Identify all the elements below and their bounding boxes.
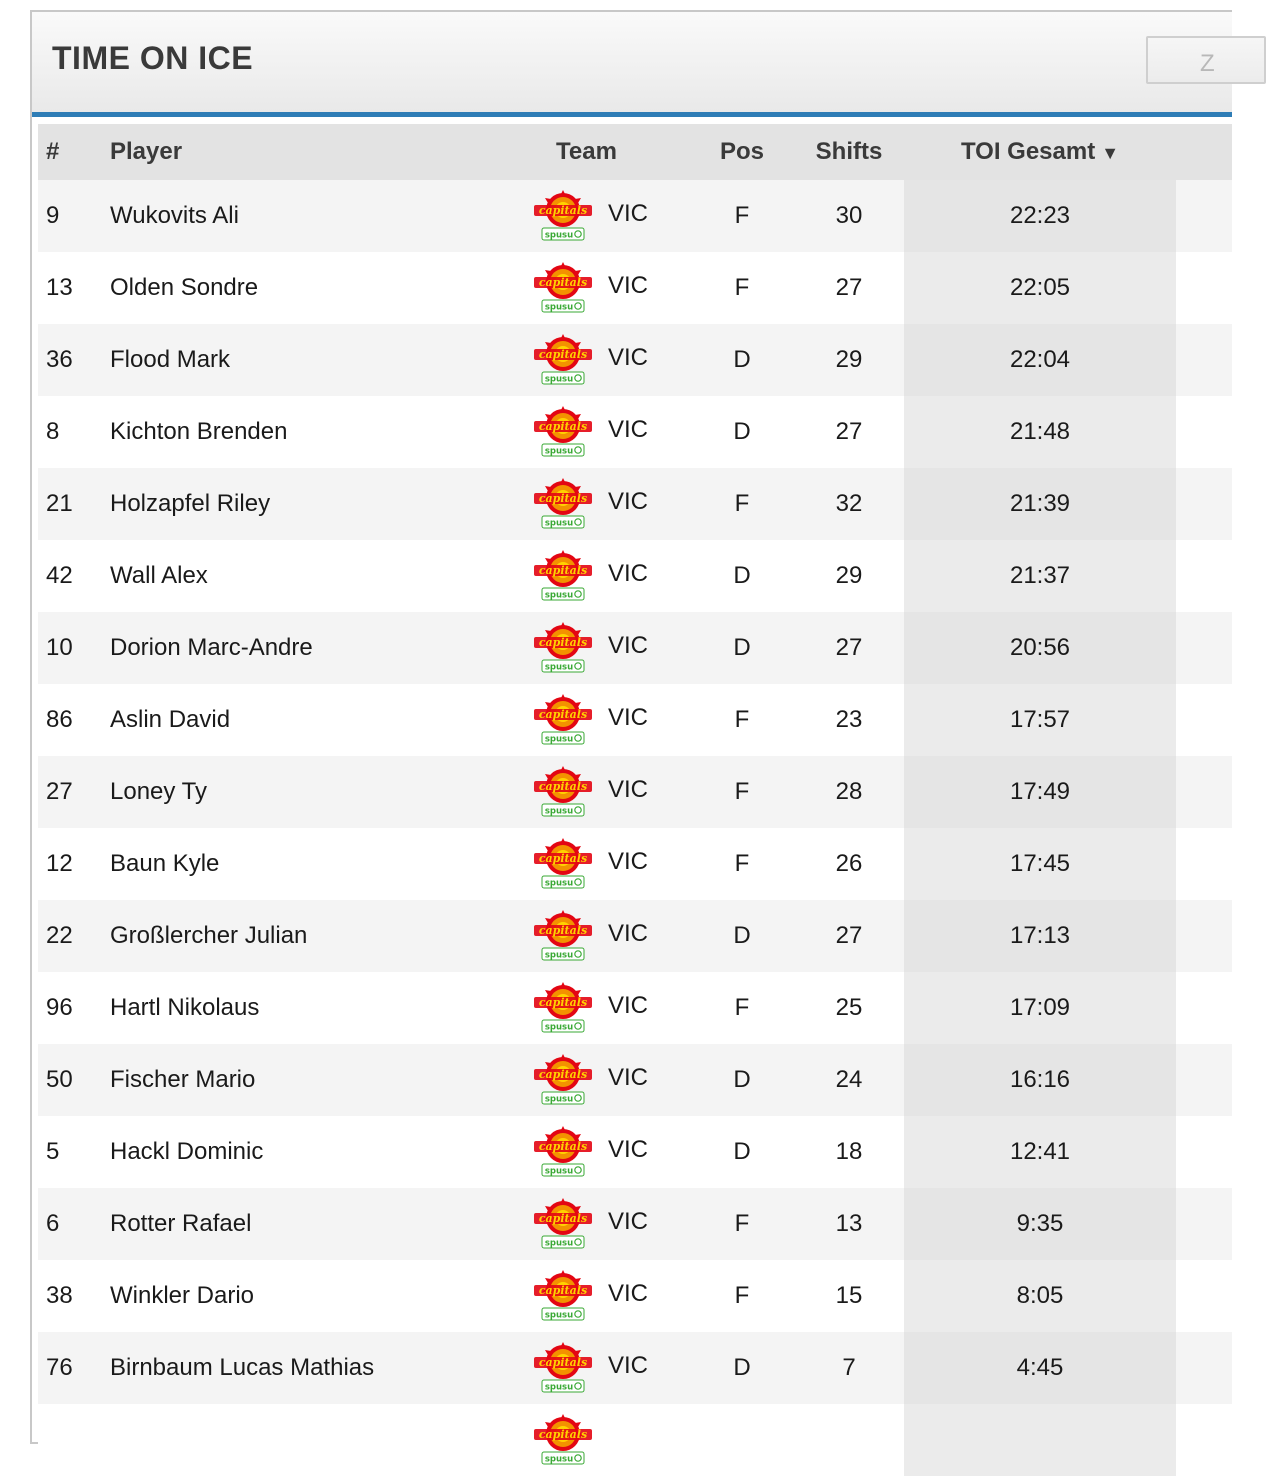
- player-position: F: [690, 468, 794, 540]
- filter-input[interactable]: Z: [1146, 36, 1266, 84]
- row-extra-cell: [1176, 1404, 1232, 1476]
- row-extra-cell: [1176, 684, 1232, 756]
- row-extra-cell: [1176, 972, 1232, 1044]
- team-cell: [514, 756, 690, 828]
- row-extra-cell: [1176, 396, 1232, 468]
- player-shifts: 25: [794, 972, 904, 1044]
- table-row[interactable]: [38, 756, 1232, 828]
- player-position: D: [690, 1044, 794, 1116]
- team-cell: [514, 252, 690, 324]
- player-number: 8: [38, 396, 102, 468]
- player-toi: 16:16: [904, 1044, 1176, 1116]
- logo-sponsor-text: spusu: [544, 950, 574, 961]
- player-number: 22: [38, 900, 102, 972]
- player-toi: 20:56: [904, 612, 1176, 684]
- player-position: F: [690, 180, 794, 252]
- player-number: [38, 1404, 102, 1476]
- player-position: [690, 1404, 794, 1476]
- player-toi: 12:41: [904, 1116, 1176, 1188]
- player-shifts: 27: [794, 900, 904, 972]
- logo-wordmark: capitals: [538, 636, 588, 649]
- player-position: D: [690, 1332, 794, 1404]
- panel-header: [32, 12, 1232, 117]
- logo-sponsor-text: spusu: [544, 374, 574, 385]
- player-number: 50: [38, 1044, 102, 1116]
- player-position: F: [690, 972, 794, 1044]
- team-code: VIC: [608, 992, 649, 1019]
- row-extra-cell: [1176, 180, 1232, 252]
- table-row[interactable]: [38, 972, 1232, 1044]
- team-cell: [514, 1332, 690, 1404]
- team-code: VIC: [608, 416, 649, 443]
- player-number: 42: [38, 540, 102, 612]
- table-row[interactable]: [38, 468, 1232, 540]
- player-number: 36: [38, 324, 102, 396]
- panel-title: TIME ON ICE: [52, 40, 254, 76]
- player-position: D: [690, 612, 794, 684]
- player-name[interactable]: Wukovits Ali: [102, 180, 514, 252]
- player-name[interactable]: Fischer Mario: [102, 1044, 514, 1116]
- player-number: 10: [38, 612, 102, 684]
- player-name[interactable]: Birnbaum Lucas Mathias: [102, 1332, 514, 1404]
- team-code: VIC: [608, 632, 649, 659]
- team-code: VIC: [608, 1352, 649, 1379]
- logo-sponsor-text: spusu: [544, 518, 574, 529]
- logo-sponsor-text: spusu: [544, 1094, 574, 1105]
- row-extra-cell: [1176, 828, 1232, 900]
- player-number: 13: [38, 252, 102, 324]
- team-cell: [514, 1116, 690, 1188]
- player-toi: 4:45: [904, 1332, 1176, 1404]
- player-name[interactable]: Hackl Dominic: [102, 1116, 514, 1188]
- player-number: 76: [38, 1332, 102, 1404]
- table-row[interactable]: [38, 324, 1232, 396]
- player-name[interactable]: Wall Alex: [102, 540, 514, 612]
- vienna-capitals-logo-icon: [532, 334, 594, 386]
- logo-sponsor-text: spusu: [544, 662, 574, 673]
- time-on-ice-panel: [30, 10, 1232, 1465]
- player-toi: 17:57: [904, 684, 1176, 756]
- logo-wordmark: capitals: [538, 1356, 588, 1369]
- team-code: VIC: [608, 200, 649, 227]
- vienna-capitals-logo-icon: [532, 1270, 594, 1322]
- player-shifts: 29: [794, 540, 904, 612]
- player-number: 6: [38, 1188, 102, 1260]
- player-position: D: [690, 540, 794, 612]
- logo-wordmark: capitals: [538, 852, 588, 865]
- player-shifts: 15: [794, 1260, 904, 1332]
- logo-sponsor-text: spusu: [544, 302, 574, 313]
- player-position: F: [690, 1188, 794, 1260]
- row-extra-cell: [1176, 540, 1232, 612]
- player-toi: 21:48: [904, 396, 1176, 468]
- vienna-capitals-logo-icon: [532, 838, 594, 890]
- vienna-capitals-logo-icon: [532, 910, 594, 962]
- player-shifts: 27: [794, 612, 904, 684]
- team-code: VIC: [608, 920, 649, 947]
- row-extra-cell: [1176, 1260, 1232, 1332]
- table-row[interactable]: [38, 612, 1232, 684]
- player-position: D: [690, 900, 794, 972]
- sort-descending-icon: ▼: [1101, 143, 1120, 163]
- player-name[interactable]: [102, 1404, 514, 1476]
- logo-sponsor-text: spusu: [544, 806, 574, 817]
- logo-sponsor-text: spusu: [544, 1022, 574, 1033]
- player-shifts: [794, 1404, 904, 1476]
- team-code: VIC: [608, 1064, 649, 1091]
- logo-wordmark: capitals: [538, 204, 588, 217]
- player-number: 96: [38, 972, 102, 1044]
- table-row[interactable]: [38, 396, 1232, 468]
- logo-sponsor-text: spusu: [544, 734, 574, 745]
- player-number: 86: [38, 684, 102, 756]
- time-on-ice-table: [38, 124, 1232, 1476]
- player-toi: 9:35: [904, 1188, 1176, 1260]
- player-name[interactable]: Großlercher Julian: [102, 900, 514, 972]
- team-code: VIC: [608, 848, 649, 875]
- player-position: F: [690, 684, 794, 756]
- logo-wordmark: capitals: [538, 780, 588, 793]
- player-shifts: 18: [794, 1116, 904, 1188]
- team-code: VIC: [608, 704, 649, 731]
- vienna-capitals-logo-icon: [532, 262, 594, 314]
- table-row[interactable]: [38, 1116, 1232, 1188]
- column-header-team[interactable]: Team: [514, 124, 690, 180]
- player-shifts: 23: [794, 684, 904, 756]
- player-name[interactable]: Hartl Nikolaus: [102, 972, 514, 1044]
- player-toi: 17:09: [904, 972, 1176, 1044]
- table-header-row: [38, 124, 1232, 180]
- row-extra-cell: [1176, 1332, 1232, 1404]
- player-number: 38: [38, 1260, 102, 1332]
- player-shifts: 29: [794, 324, 904, 396]
- vienna-capitals-logo-icon: [532, 1054, 594, 1106]
- player-name[interactable]: Aslin David: [102, 684, 514, 756]
- column-header-number[interactable]: #: [38, 124, 102, 180]
- player-position: F: [690, 828, 794, 900]
- player-position: F: [690, 756, 794, 828]
- player-position: D: [690, 396, 794, 468]
- logo-wordmark: capitals: [538, 276, 588, 289]
- team-cell: [514, 1188, 690, 1260]
- player-position: D: [690, 1116, 794, 1188]
- player-toi: 21:39: [904, 468, 1176, 540]
- logo-wordmark: capitals: [538, 348, 588, 361]
- player-toi: 17:45: [904, 828, 1176, 900]
- team-cell: [514, 1260, 690, 1332]
- logo-sponsor-text: spusu: [544, 590, 574, 601]
- team-code: VIC: [608, 488, 649, 515]
- logo-wordmark: capitals: [538, 1140, 588, 1153]
- logo-sponsor-text: spusu: [544, 1310, 574, 1321]
- player-toi: 21:37: [904, 540, 1176, 612]
- logo-sponsor-text: spusu: [544, 446, 574, 457]
- player-name[interactable]: Baun Kyle: [102, 828, 514, 900]
- vienna-capitals-logo-icon: [532, 982, 594, 1034]
- row-extra-cell: [1176, 252, 1232, 324]
- player-toi: 8:05: [904, 1260, 1176, 1332]
- player-name[interactable]: Rotter Rafael: [102, 1188, 514, 1260]
- logo-sponsor-text: spusu: [544, 230, 574, 241]
- logo-wordmark: capitals: [538, 924, 588, 937]
- logo-wordmark: capitals: [538, 1428, 588, 1441]
- team-code: VIC: [608, 344, 649, 371]
- table-row[interactable]: [38, 828, 1232, 900]
- player-toi: 17:49: [904, 756, 1176, 828]
- team-cell: [514, 972, 690, 1044]
- logo-sponsor-text: spusu: [544, 1454, 574, 1465]
- team-cell: [514, 540, 690, 612]
- player-name[interactable]: Dorion Marc-Andre: [102, 612, 514, 684]
- player-number: 21: [38, 468, 102, 540]
- player-number: 5: [38, 1116, 102, 1188]
- table-row[interactable]: [38, 1332, 1232, 1404]
- player-position: D: [690, 324, 794, 396]
- player-number: 27: [38, 756, 102, 828]
- player-shifts: 24: [794, 1044, 904, 1116]
- team-cell: [514, 828, 690, 900]
- player-name[interactable]: Olden Sondre: [102, 252, 514, 324]
- player-toi: 17:13: [904, 900, 1176, 972]
- team-cell: [514, 396, 690, 468]
- vienna-capitals-logo-icon: [532, 406, 594, 458]
- row-extra-cell: [1176, 1188, 1232, 1260]
- vienna-capitals-logo-icon: [532, 550, 594, 602]
- table-row-partial[interactable]: [38, 1404, 1232, 1476]
- team-cell: [514, 324, 690, 396]
- column-header-extra: [1176, 124, 1232, 180]
- team-cell: [514, 1044, 690, 1116]
- team-cell: [514, 1404, 690, 1476]
- player-position: F: [690, 1260, 794, 1332]
- player-shifts: 27: [794, 396, 904, 468]
- team-code: VIC: [608, 1136, 649, 1163]
- logo-sponsor-text: spusu: [544, 878, 574, 889]
- table-row[interactable]: [38, 1260, 1232, 1332]
- logo-wordmark: capitals: [538, 564, 588, 577]
- player-shifts: 7: [794, 1332, 904, 1404]
- vienna-capitals-logo-icon: [532, 622, 594, 674]
- team-cell: [514, 900, 690, 972]
- player-shifts: 30: [794, 180, 904, 252]
- vienna-capitals-logo-icon: [532, 694, 594, 746]
- player-number: 12: [38, 828, 102, 900]
- table-row[interactable]: [38, 900, 1232, 972]
- table-row[interactable]: [38, 1044, 1232, 1116]
- row-extra-cell: [1176, 900, 1232, 972]
- row-extra-cell: [1176, 612, 1232, 684]
- vienna-capitals-logo-icon: [532, 190, 594, 242]
- player-toi: 22:05: [904, 252, 1176, 324]
- logo-wordmark: capitals: [538, 996, 588, 1009]
- player-name[interactable]: Winkler Dario: [102, 1260, 514, 1332]
- vienna-capitals-logo-icon: [532, 1342, 594, 1394]
- table-row[interactable]: [38, 180, 1232, 252]
- vienna-capitals-logo-icon: [532, 1414, 594, 1466]
- player-name[interactable]: Holzapfel Riley: [102, 468, 514, 540]
- logo-wordmark: capitals: [538, 1212, 588, 1225]
- row-extra-cell: [1176, 756, 1232, 828]
- logo-wordmark: capitals: [538, 1284, 588, 1297]
- player-shifts: 32: [794, 468, 904, 540]
- player-shifts: 28: [794, 756, 904, 828]
- player-number: 9: [38, 180, 102, 252]
- team-cell: [514, 180, 690, 252]
- vienna-capitals-logo-icon: [532, 1126, 594, 1178]
- column-header-toi[interactable]: TOI Gesamt ▼: [904, 124, 1176, 180]
- team-cell: [514, 684, 690, 756]
- player-name[interactable]: Loney Ty: [102, 756, 514, 828]
- row-extra-cell: [1176, 324, 1232, 396]
- team-code: VIC: [608, 272, 649, 299]
- team-code: VIC: [608, 776, 649, 803]
- player-toi: 22:04: [904, 324, 1176, 396]
- row-extra-cell: [1176, 1116, 1232, 1188]
- row-extra-cell: [1176, 468, 1232, 540]
- team-code: VIC: [608, 1280, 649, 1307]
- row-extra-cell: [1176, 1044, 1232, 1116]
- logo-sponsor-text: spusu: [544, 1382, 574, 1393]
- team-cell: [514, 468, 690, 540]
- table-row[interactable]: [38, 1188, 1232, 1260]
- player-position: F: [690, 252, 794, 324]
- player-shifts: 26: [794, 828, 904, 900]
- logo-wordmark: capitals: [538, 492, 588, 505]
- player-shifts: 13: [794, 1188, 904, 1260]
- table-row[interactable]: [38, 540, 1232, 612]
- player-name[interactable]: Flood Mark: [102, 324, 514, 396]
- team-cell: [514, 612, 690, 684]
- player-shifts: 27: [794, 252, 904, 324]
- team-code: VIC: [608, 1208, 649, 1235]
- logo-sponsor-text: spusu: [544, 1166, 574, 1177]
- logo-wordmark: capitals: [538, 420, 588, 433]
- table-row[interactable]: [38, 252, 1232, 324]
- player-toi: 22:23: [904, 180, 1176, 252]
- player-toi: [904, 1404, 1176, 1476]
- column-header-player[interactable]: Player: [102, 124, 514, 180]
- table-row[interactable]: [38, 684, 1232, 756]
- vienna-capitals-logo-icon: [532, 766, 594, 818]
- logo-wordmark: capitals: [538, 1068, 588, 1081]
- player-name[interactable]: Kichton Brenden: [102, 396, 514, 468]
- column-header-pos[interactable]: Pos: [690, 124, 794, 180]
- vienna-capitals-logo-icon: [532, 1198, 594, 1250]
- column-header-shifts[interactable]: Shifts: [794, 124, 904, 180]
- logo-wordmark: capitals: [538, 708, 588, 721]
- logo-sponsor-text: spusu: [544, 1238, 574, 1249]
- team-code: VIC: [608, 560, 649, 587]
- vienna-capitals-logo-icon: [532, 478, 594, 530]
